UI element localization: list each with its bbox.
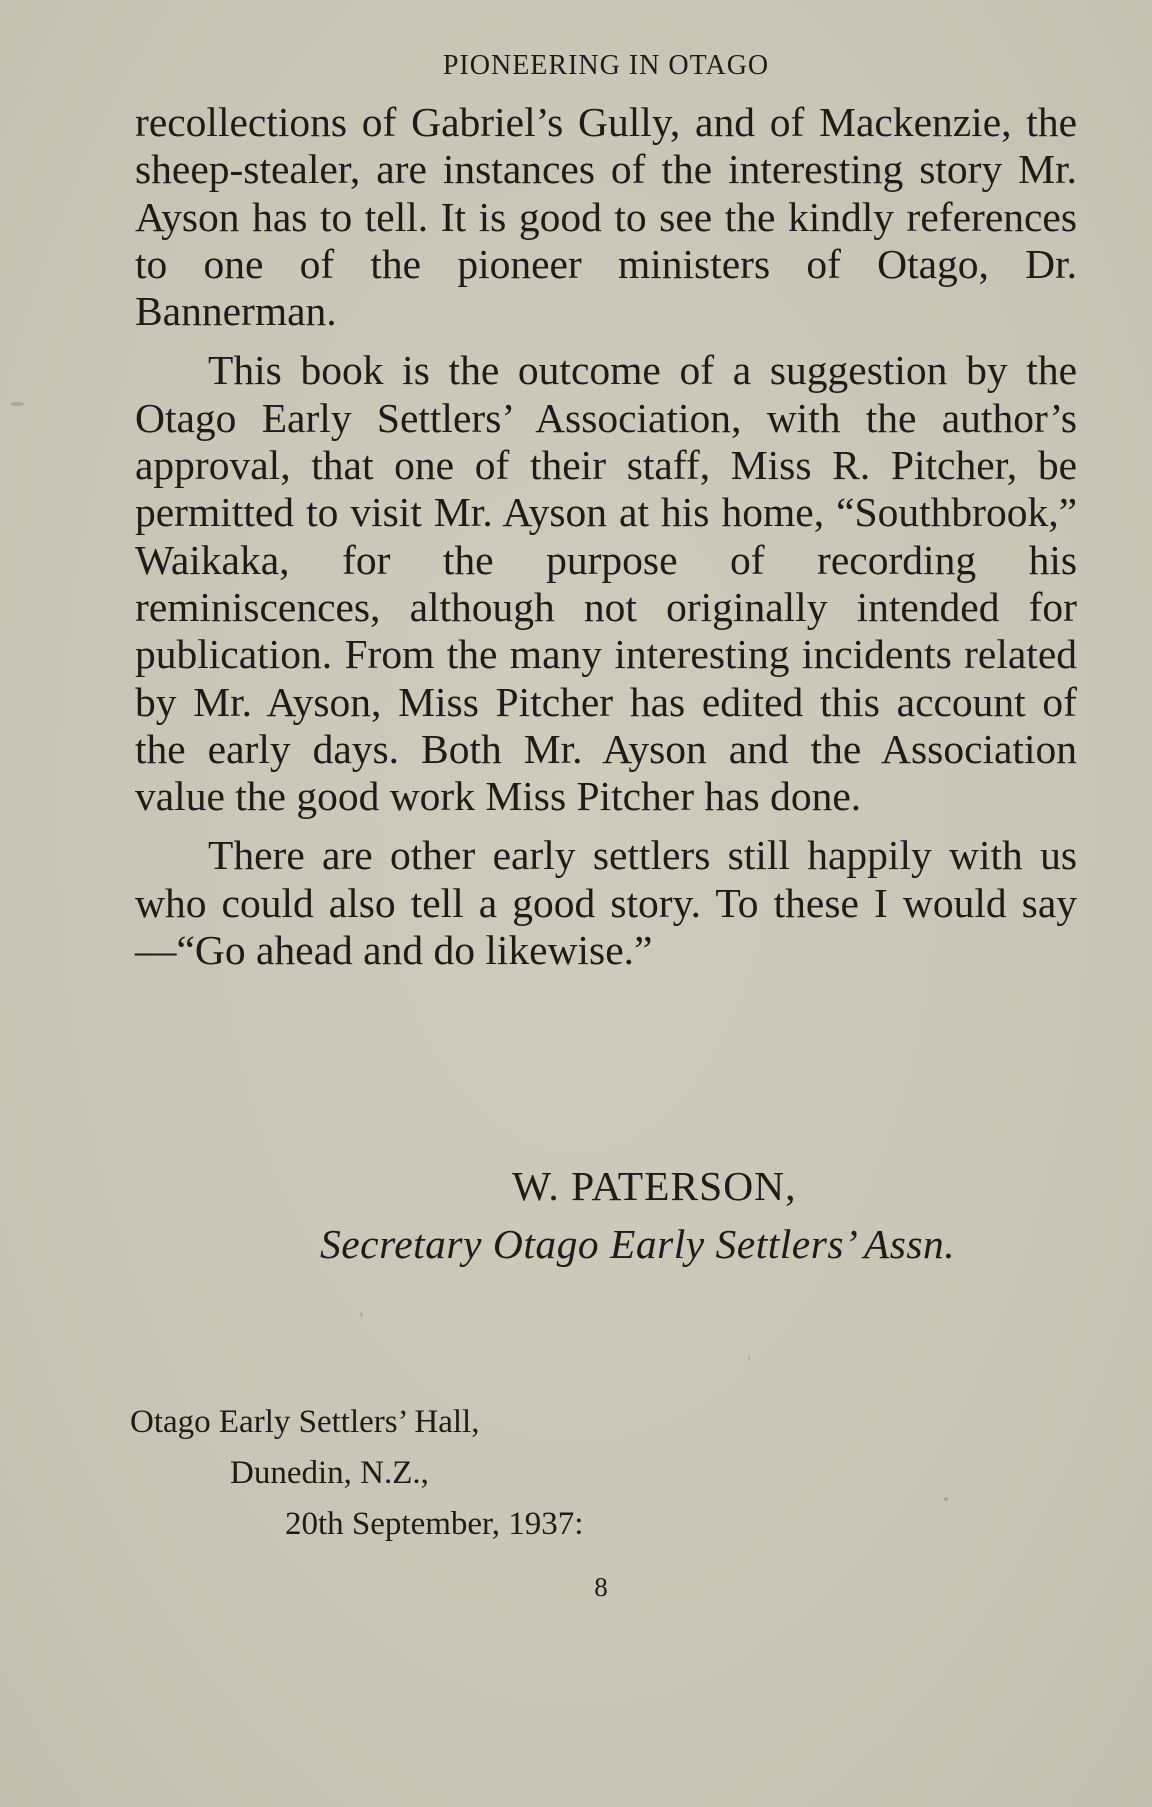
paper-speck <box>748 1355 750 1361</box>
paragraph-2: This book is the outcome of a suggestion by the Otago Early Settlers’ Association, with the author’s approval, that one of their staff, Miss R. Pitcher, be permitted to visit Mr. Ayson at his home, “Southbrook,” Waikaka, for the purpose of recording his reminiscences, although not originally intended for publication. From the many interesting incidents related by Mr. Ayson, Miss Pitcher has edited this account of the early days. Both Mr. Ayson and the Association value the good work Miss Pitcher has done. <box>135 347 1077 820</box>
paper-speck <box>944 1497 948 1501</box>
body-text <box>135 99 1077 974</box>
address-line-3: 20th September, 1937: <box>285 1506 584 1542</box>
paper-speck <box>360 1312 363 1317</box>
running-head: PIONEERING IN OTAGO <box>442 50 770 81</box>
address-line-1: Otago Early Settlers’ Hall, <box>130 1404 480 1440</box>
paragraph-3: There are other early settlers still happily with us who could also tell a good story. To these I would say—“Go ahead and do likewise.” <box>135 832 1077 974</box>
page-number: 8 <box>594 1572 608 1602</box>
paragraph-1: recollections of Gabriel’s Gully, and of Mackenzie, the sheep-stealer, are instances of the interesting story Mr. Ayson has to tell. It is good to see the kindly references to one of the pioneer ministers of Otago, Dr. Bannerman. <box>135 99 1077 335</box>
signature-name: W. PATERSON, <box>512 1163 797 1209</box>
paper-speck <box>10 402 24 406</box>
signature-title: Secretary Otago Early Settlers’ Assn. <box>320 1221 956 1267</box>
address-line-2: Dunedin, N.Z., <box>230 1455 429 1491</box>
